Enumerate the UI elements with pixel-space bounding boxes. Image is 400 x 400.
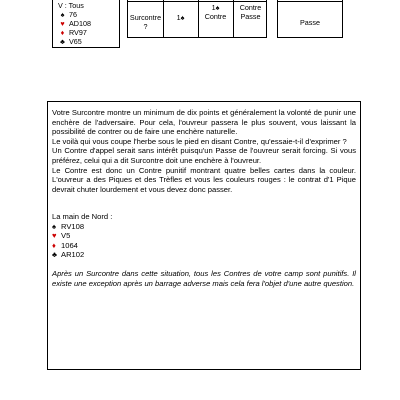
bid-north-call: Contre — [204, 11, 227, 21]
hand-cards: 76 — [69, 10, 77, 19]
bid-east — [233, 4, 268, 21]
player-hand-box — [52, 0, 120, 48]
hand-row — [58, 19, 91, 28]
north-hand-cards: V5 — [61, 231, 71, 241]
header-divider — [128, 1, 266, 2]
conclusion-text: Après un Surcontre dans cette situation, tous les Contres de votre camp sont punitifs. Il existe une exception après un barrage adverse mais cela fera l'objet d'une autre question. — [52, 269, 356, 288]
north-hand-row — [52, 222, 356, 231]
north-hand-row — [52, 231, 356, 240]
hand-cards: V65 — [69, 37, 82, 46]
spacer — [52, 194, 356, 212]
diamond-icon: ♦ — [52, 240, 56, 250]
north-hand-row — [52, 241, 356, 250]
paragraph: Votre Surcontre montre un minimum de dix points et généralement la volonté de punir une enchère de l'adversaire. Pour cela, l'ouvreur passera le plus souvent, vous laissant la possibilité de contrer ou de faire une enchère naturelle. — [52, 108, 356, 137]
answer-value: Passe — [300, 18, 320, 27]
bid-north-level: 1 — [211, 3, 216, 12]
header-divider — [278, 1, 342, 2]
bid-east-text: Contre Passe — [239, 3, 262, 21]
diamond-icon: ♦ — [60, 28, 65, 37]
spade-icon: ♠ — [60, 10, 65, 19]
hand-row — [58, 37, 82, 46]
hand-cards: AD108 — [69, 19, 91, 28]
bid-west-level: 1 — [176, 13, 181, 22]
north-hand-cards: AR102 — [61, 249, 85, 259]
answer-box — [277, 0, 343, 38]
explanation-box — [47, 101, 361, 370]
bidding-table — [127, 0, 267, 38]
north-hand-cards: RV108 — [61, 221, 85, 231]
hand-cards: RV97 — [69, 28, 87, 37]
club-icon: ♣ — [60, 37, 65, 46]
bid-south-text: Surcontre ? — [129, 13, 162, 31]
heart-icon: ♥ — [60, 19, 65, 28]
heart-icon: ♥ — [52, 231, 57, 241]
paragraph: Le Contre est donc un Contre punitif montrant quatre belles cartes dans la couleur. L'ouvreur a des Piques et des Trèfles et vous les couleurs rouges : le contrat d'1 Pique devrait chuter lourdement et vous devez donc passer. — [52, 165, 356, 194]
spade-icon: ♠ — [215, 3, 220, 12]
bid-west — [163, 14, 198, 23]
hand-row — [58, 10, 77, 19]
spacer — [52, 259, 356, 269]
hand-row — [58, 28, 87, 37]
north-hand-cards: 1064 — [61, 240, 78, 250]
north-hand-row — [52, 250, 356, 259]
club-icon: ♣ — [52, 249, 57, 259]
bid-south — [128, 14, 163, 31]
vulnerability-label: V : Tous — [58, 1, 84, 10]
spade-icon: ♠ — [52, 221, 57, 231]
spade-icon: ♠ — [180, 13, 185, 22]
paragraph: Le voilà qui vous coupe l'herbe sous le pied en disant Contre, qu'essaie-t-il d'exprimer ? — [52, 136, 347, 146]
north-hand-title: La main de Nord : — [52, 212, 113, 222]
bid-north — [198, 4, 233, 21]
paragraph: Un Contre d'appel serait sans intérêt puisqu'un Passe de l'ouvreur serait forcing. Si vous préférez, celui qui a dit Surcontre doit une enchère à l'ouvreur. — [52, 146, 356, 165]
